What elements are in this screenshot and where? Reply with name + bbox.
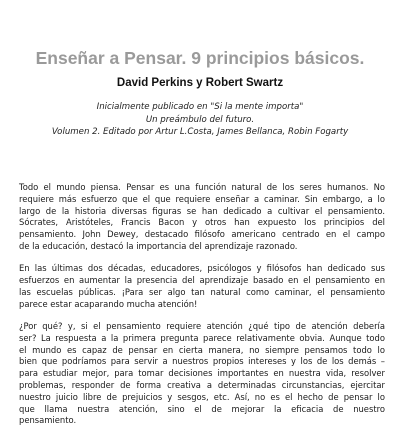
body-line: pensamiento. John Dewey, destacado filósofo americano centrado en el campo [19,229,385,240]
body-line: esfuerzos en aumentar la presencia del aprendizaje basado en el pensamiento en [19,275,385,286]
body-line: que llama nuestra atención, sino el de mejorar la eficacia de nuestro [19,403,385,414]
body-line: largo de la historia diversas figuras se han dedicado a cultivar el pensamiento. [19,205,385,216]
body-line: el mundo es capaz de pensar en cierta manera, no siempre pensamos todo lo [19,344,385,355]
body-line: problemas, responder de forma creativa a determinadas circunstancias, ejercitar [19,379,385,390]
document-body [19,182,385,438]
body-paragraph-3 [19,321,385,427]
body-line: pensamiento. [19,415,77,426]
body-line: nuestro juicio libre de prejuicios y sesgos, etc. Así, no es el hecho de pensar lo [19,391,385,402]
publication-note [0,101,400,139]
publication-note-line: Un preámbulo del futuro. [145,114,255,125]
publication-note-line: Volumen 2. Editado por Artur L.Costa, James Bellanca, Robin Fogarty [51,127,349,137]
body-line: Sócrates, Aristóteles, Francis Bacon y otros han expuesto los principios del [19,217,385,228]
body-line: requiere más esfuerzo que el que requiere enseñar a caminar. Sin embargo, a lo [19,193,385,204]
body-paragraph-2 [19,263,385,310]
body-line: ser? La respuesta a la primera pregunta parece relativamente obvia. Aunque todo [19,332,385,343]
document-authors: David Perkins y Robert Swartz [116,77,284,89]
body-line: Todo el mundo piensa. Pensar es una función natural de los seres humanos. No [19,182,385,192]
body-line: ¿Por qué? y, si el pensamiento requiere atención ¿qué tipo de atención debería [19,320,385,331]
body-line: En las últimas dos décadas, educadores, psicólogos y filósofos han dedicado sus [19,263,385,274]
body-line: parece estar acaparando mucha atención! [19,298,198,309]
body-line: para estudiar mejor, para tomar decisiones importantes en nuestra vida, resolver [19,368,385,379]
body-line: bien que podríamos para servir a nuestros propios intereses y los de los demás – [19,356,385,367]
document-title: Enseñar a Pensar. 9 principios básicos. [35,48,365,68]
body-paragraph-1 [19,182,385,253]
publication-note-line: Inicialmente publicado en "Si la mente importa" [96,102,304,112]
body-line: de la educación, destacó la importancia del aprendizaje razonado. [19,240,298,251]
body-line: las escuelas públicas. ¡Para ser algo tan natural como caminar, el pensamiento [19,286,385,297]
